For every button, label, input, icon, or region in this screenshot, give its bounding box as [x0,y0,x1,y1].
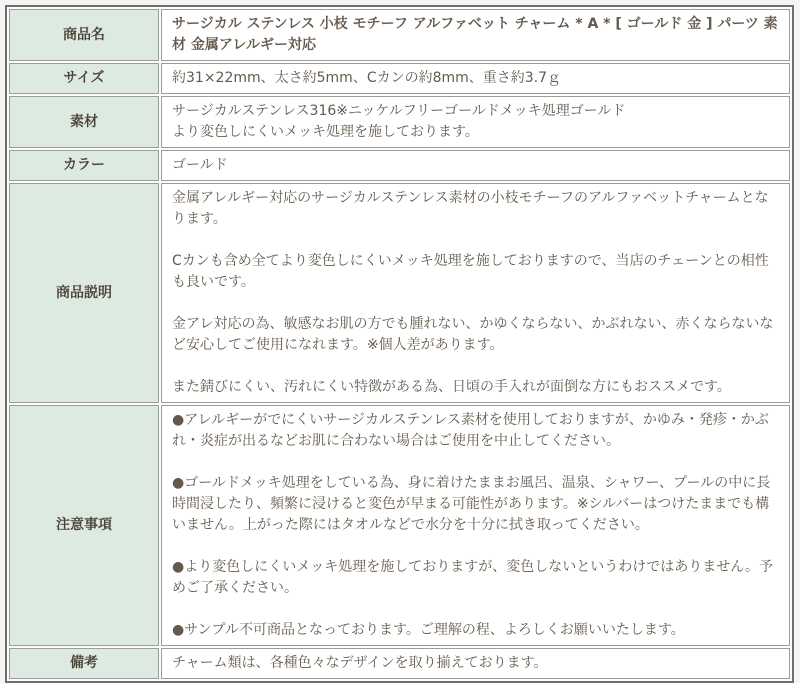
table-row [9,405,790,646]
row-value-paragraph: ●より変色しにくいメッキ処理を施しておりますが、変色しないというわけではありません。予めご了承ください。 [172,559,774,596]
row-value-paragraph: ●ゴールドメッキ処理をしている為、身に着けたままお風呂、温泉、シャワー、プールの中に長時間浸したり、頻繁に浸けると変色が早まる可能性があります。※シルバーはつけたままでも構いません。上がった際にはタオルなどで水分を十分に拭き取ってください。 [172,475,771,533]
row-value-paragraph: 金属アレルギー対応のサージカルステンレス素材の小枝モチーフのアルファベットチャームとなります。 [172,190,769,227]
row-value-paragraph: ゴールド [172,157,228,173]
row-value-paragraph: サージカルステンレス316※ニッケルフリーゴールドメッキ処理ゴールド [172,103,626,119]
table-row [9,9,790,61]
table-row [9,183,790,403]
row-value [161,150,790,181]
row-value-paragraph: より変色しにくいメッキ処理を施しております。 [172,124,479,140]
row-value-paragraph: 約31×22mm、太さ約5mm、Cカンの約8mm、重さ約3.7ｇ [172,70,562,86]
row-value [161,648,790,679]
row-label: 商品説明 [9,183,159,403]
row-label: 商品名 [9,9,159,61]
row-value-paragraph: チャーム類は、各種色々なデザインを取り揃えております。 [172,655,548,671]
row-value-paragraph: サージカル ステンレス 小枝 モチーフ アルファベット チャーム * A * [ ゴールド 金 ] パーツ 素材 金属アレルギー対応 [172,16,778,53]
table-row [9,648,790,679]
row-value-paragraph: ●サンプル不可商品となっております。ご理解の程、よろしくお願いいたします。 [172,622,685,638]
table-row [9,96,790,148]
row-value [161,63,790,94]
row-label: 注意事項 [9,405,159,646]
row-value-paragraph: また錆びにくい、汚れにくい特徴がある為、日頃の手入れが面倒な方にもおススメです。 [172,379,731,395]
table-row [9,150,790,181]
row-label: 素材 [9,96,159,148]
row-value-paragraph: 金アレ対応の為、敏感なお肌の方でも腫れない、かゆくならない、かぶれない、赤くならないなど安心してご使用になれます。※個人差があります。 [172,316,774,353]
row-value [161,96,790,148]
row-value [161,183,790,403]
product-spec-table [5,5,794,683]
product-spec-table-body [9,9,790,679]
row-value-paragraph: Cカンも含め全てより変色しにくいメッキ処理を施しておりますので、当店のチェーンとの相性も良いです。 [172,253,769,290]
row-label: サイズ [9,63,159,94]
row-label: カラー [9,150,159,181]
row-label: 備考 [9,648,159,679]
row-value [161,9,790,61]
table-row [9,63,790,94]
row-value-paragraph: ●アレルギーがでにくいサージカルステンレス素材を使用しておりますが、かゆみ・発疹・かぶれ・炎症が出るなどお肌に合わない場合はご使用を中止してください。 [172,412,769,449]
row-value [161,405,790,646]
